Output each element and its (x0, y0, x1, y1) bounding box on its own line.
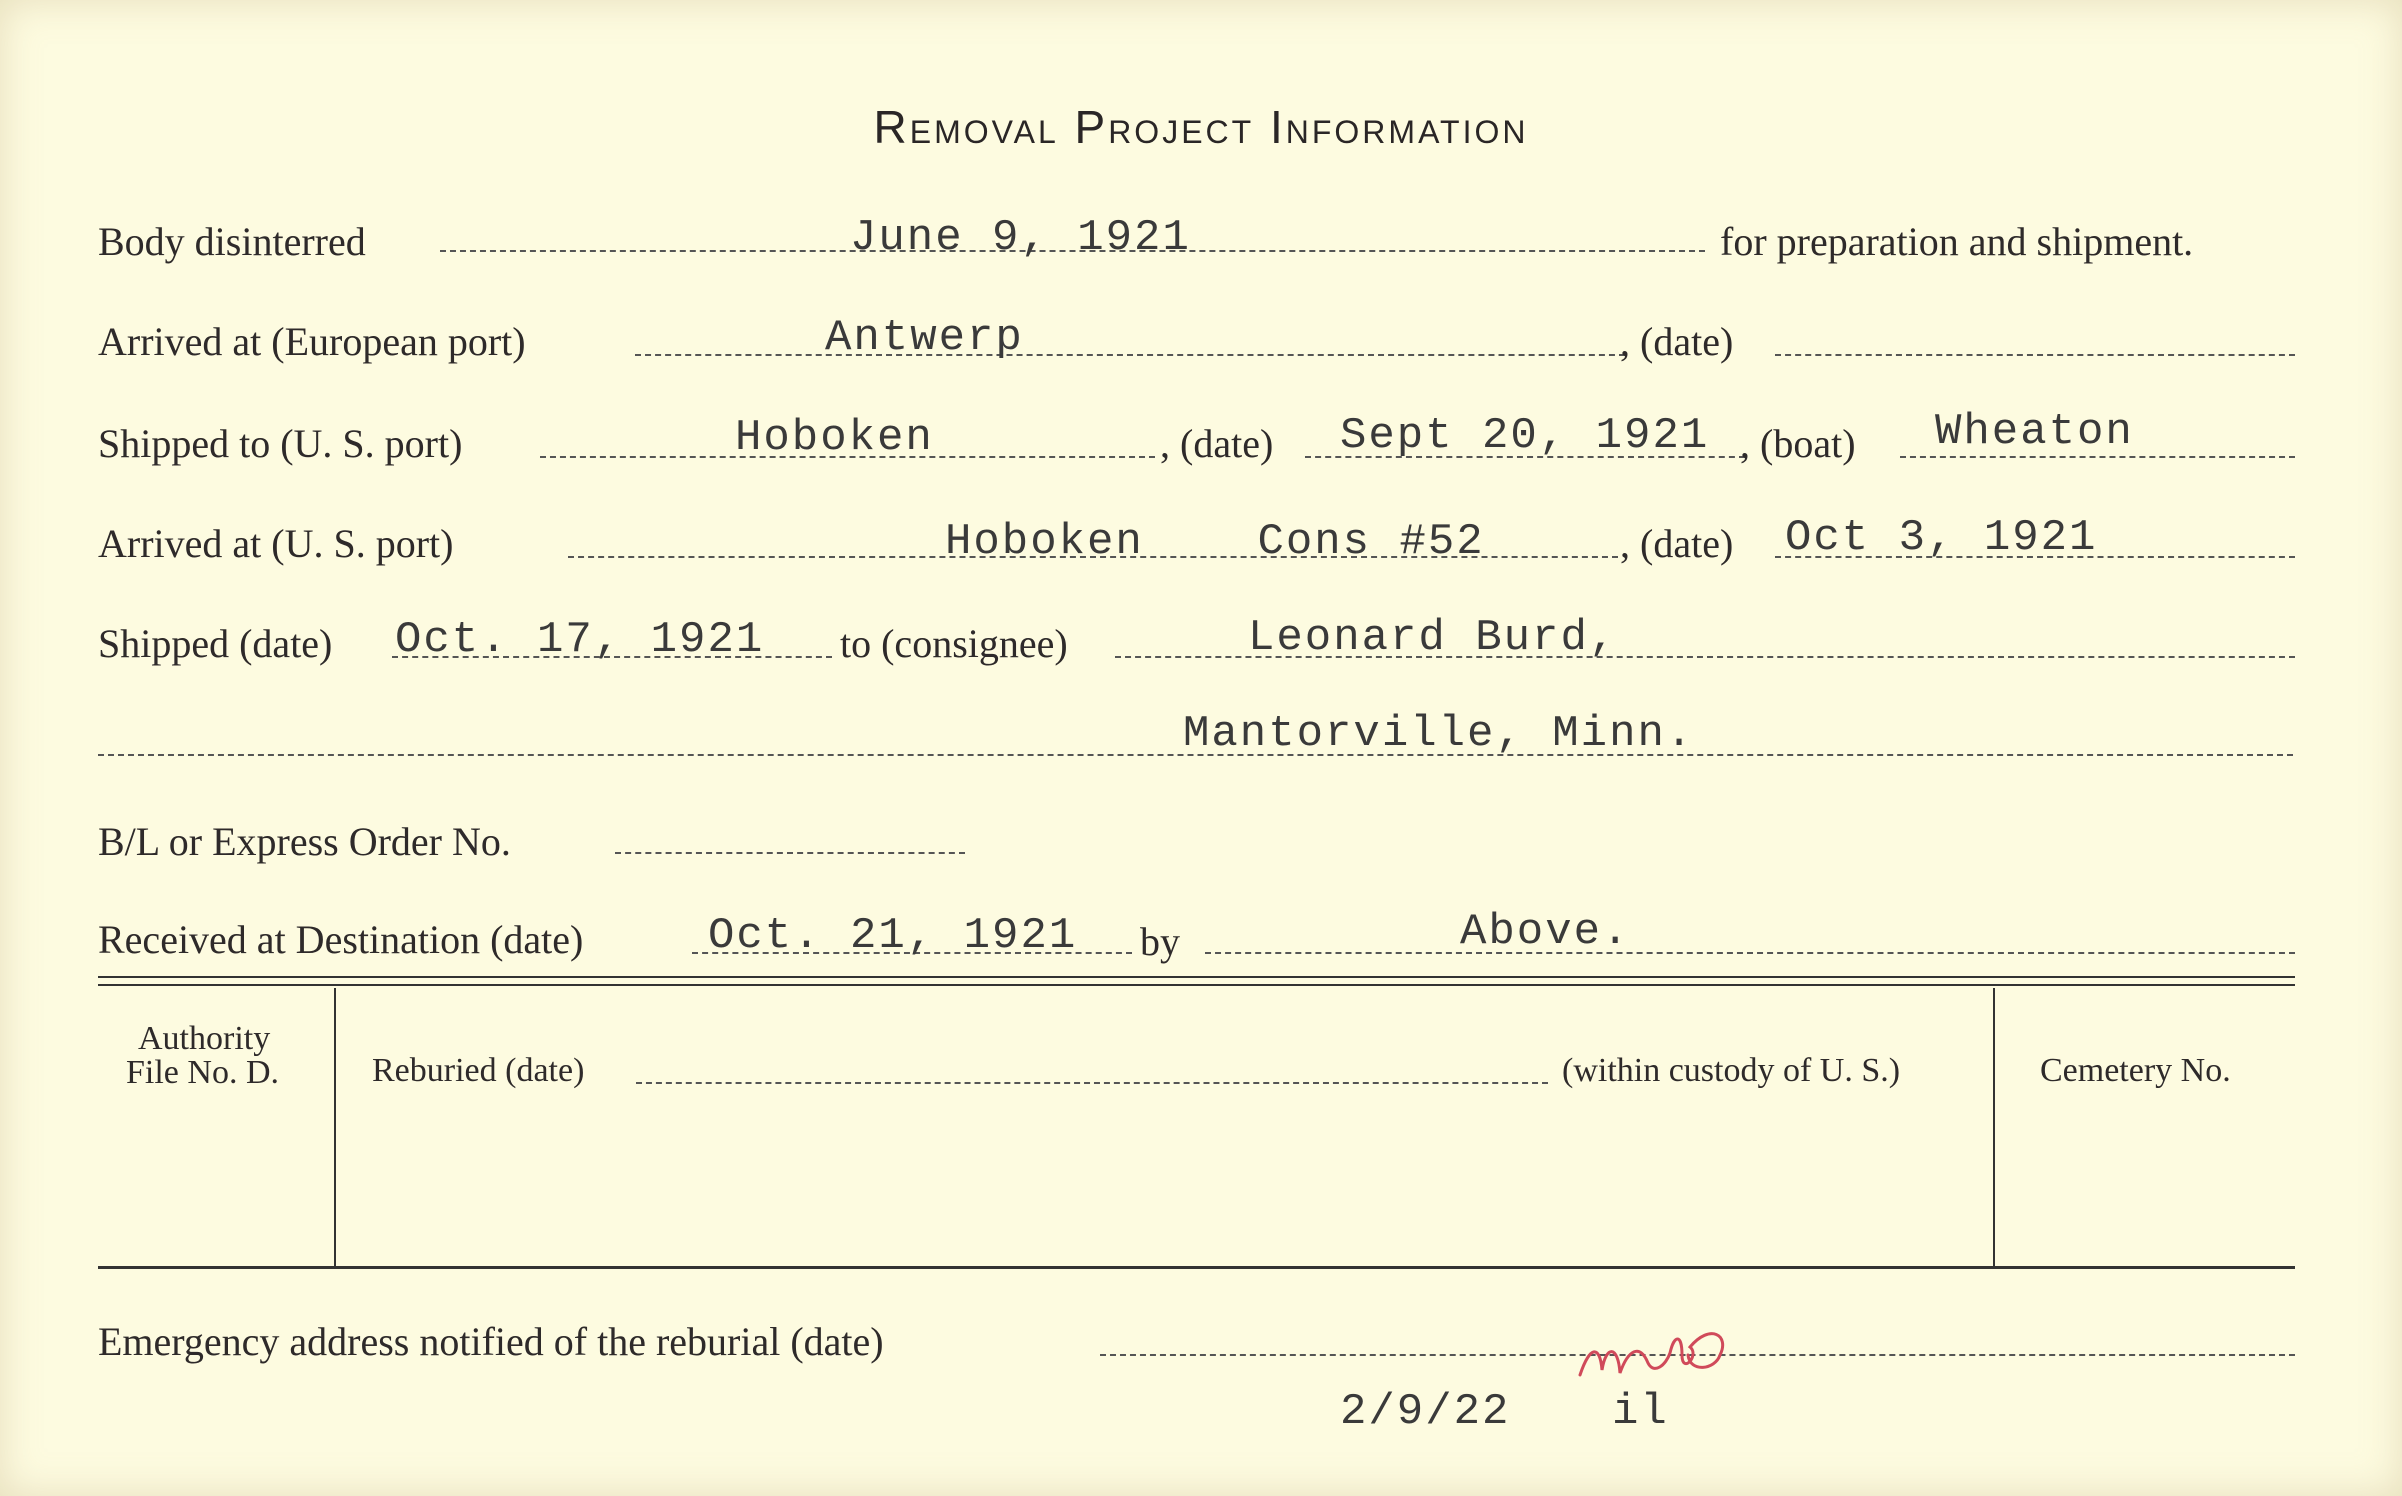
reburied-line (636, 1082, 1548, 1084)
emergency-date: 2/9/22 (1340, 1387, 1511, 1437)
shipped-us-boat-label: , (boat) (1740, 421, 1856, 466)
clerk-initials: il (1612, 1387, 1669, 1437)
shipped-us-boat: Wheaton (1935, 407, 2134, 457)
bl-line (615, 852, 965, 854)
shipped-us-label: Shipped to (U. S. port) (98, 421, 463, 466)
shipped-date: Oct. 17, 1921 (395, 615, 765, 665)
arrived-european-date-label: , (date) (1620, 319, 1734, 364)
table-divider-left (334, 988, 336, 1266)
custody-label: (within custody of U. S.) (1562, 1052, 1901, 1089)
disinterred-suffix: for preparation and shipment. (1720, 219, 2194, 264)
disinterred-label: Body disinterred (98, 219, 366, 264)
shipped-us-date: Sept 20, 1921 (1340, 411, 1710, 461)
consignee-address: Mantorville, Minn. (1183, 709, 1695, 759)
table-divider-right (1993, 988, 1995, 1266)
table-top-rule-2 (98, 984, 2295, 986)
disinterred-date: June 9, 1921 (850, 213, 1191, 263)
arrived-us-label: Arrived at (U. S. port) (98, 521, 454, 566)
arrived-european-date-line (1775, 354, 2295, 356)
arrived-european-label: Arrived at (European port) (98, 319, 526, 364)
consignee-label: to (consignee) (840, 621, 1068, 666)
authority-label-1: Authority (138, 1020, 271, 1057)
initials-signature (1570, 1315, 1750, 1395)
arrived-european-port: Antwerp (825, 313, 1024, 363)
arrived-european-line (635, 354, 1625, 356)
arrived-us-date: Oct 3, 1921 (1785, 513, 2098, 563)
emergency-label: Emergency address notified of the reburial (date) (98, 1319, 884, 1364)
received-by: Above. (1460, 907, 1631, 957)
table-top-rule (98, 976, 2295, 978)
cemetery-label: Cemetery No. (2040, 1052, 2231, 1089)
shipped-us-port: Hoboken (735, 413, 934, 463)
received-label: Received at Destination (date) (98, 917, 584, 962)
card-title: Removal Project Information (873, 101, 1529, 153)
table-bottom-rule (98, 1266, 2295, 1269)
shipped-date-label: Shipped (date) (98, 621, 333, 666)
shipped-us-date-label: , (date) (1160, 421, 1274, 466)
arrived-us-date-label: , (date) (1620, 521, 1734, 566)
arrived-us-port: Hoboken Cons #52 (945, 517, 1485, 567)
received-date: Oct. 21, 1921 (708, 911, 1078, 961)
received-by-line (1205, 952, 2295, 954)
authority-label-2: File No. D. (126, 1054, 279, 1091)
bl-label: B/L or Express Order No. (98, 819, 511, 864)
consignee-name: Leonard Burd, (1248, 613, 1618, 663)
reburied-label: Reburied (date) (372, 1052, 585, 1089)
received-by-label: by (1140, 919, 1180, 964)
